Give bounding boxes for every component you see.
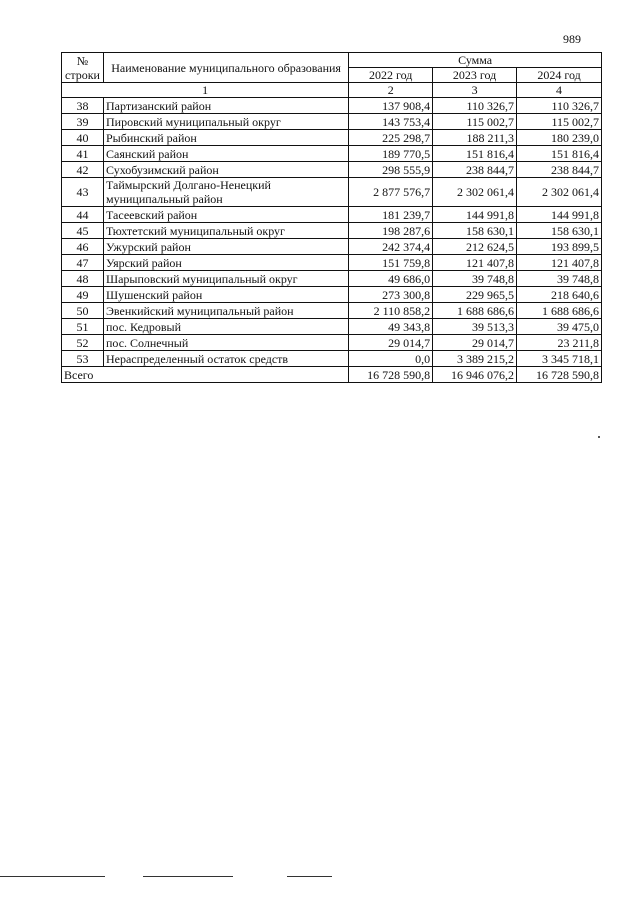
row-2024-cell: 121 407,8 [517, 255, 602, 271]
row-name-cell: Пировский муниципальный округ [103, 114, 348, 130]
header-index-4: 4 [517, 83, 602, 98]
row-name-cell: Шушенский район [103, 287, 348, 303]
row-number-cell: 50 [62, 303, 104, 319]
row-2022-cell: 242 374,4 [349, 239, 433, 255]
table-row [62, 114, 602, 130]
header-index-1: 1 [62, 83, 349, 98]
table-row [62, 287, 602, 303]
row-2023-cell: 29 014,7 [433, 335, 517, 351]
row-2023-cell: 238 844,7 [433, 162, 517, 178]
table-row [62, 223, 602, 239]
row-2023-cell: 229 965,5 [433, 287, 517, 303]
row-2023-cell: 121 407,8 [433, 255, 517, 271]
row-number-cell: 52 [62, 335, 104, 351]
page-number: 989 [563, 32, 581, 46]
total-label: Всего [62, 367, 349, 383]
header-year-2024: 2024 год [517, 68, 602, 83]
row-2022-cell: 2 110 858,2 [349, 303, 433, 319]
row-number-cell: 53 [62, 351, 104, 367]
row-2024-cell: 158 630,1 [517, 223, 602, 239]
row-2022-cell: 151 759,8 [349, 255, 433, 271]
row-2023-cell: 212 624,5 [433, 239, 517, 255]
row-2023-cell: 158 630,1 [433, 223, 517, 239]
row-name-cell: Сухобузимский район [103, 162, 348, 178]
row-number-cell: 40 [62, 130, 104, 146]
header-row-top [62, 53, 602, 68]
row-2024-cell: 1 688 686,6 [517, 303, 602, 319]
table-row [62, 303, 602, 319]
header-index-3: 3 [433, 83, 517, 98]
header-name: Наименование муниципального образования [103, 53, 348, 83]
row-number-cell: 47 [62, 255, 104, 271]
table-row [62, 255, 602, 271]
row-2022-cell: 143 753,4 [349, 114, 433, 130]
row-2024-cell: 144 991,8 [517, 207, 602, 223]
footer-rule-segment [0, 876, 105, 877]
row-2022-cell: 198 287,6 [349, 223, 433, 239]
total-2024: 16 728 590,8 [517, 367, 602, 383]
budget-table [61, 52, 602, 383]
row-number-cell: 42 [62, 162, 104, 178]
row-name-cell: Эвенкийский муниципальный район [103, 303, 348, 319]
row-number-cell: 44 [62, 207, 104, 223]
row-number-cell: 49 [62, 287, 104, 303]
table-body [62, 98, 602, 367]
header-year-2022: 2022 год [349, 68, 433, 83]
row-2023-cell: 144 991,8 [433, 207, 517, 223]
row-name-cell: Ужурский район [103, 239, 348, 255]
row-2022-cell: 0,0 [349, 351, 433, 367]
row-name-cell: Уярский район [103, 255, 348, 271]
footer-rule-segment [143, 876, 233, 877]
header-sum: Сумма [349, 53, 602, 68]
row-name-cell: пос. Солнечный [103, 335, 348, 351]
row-number-cell: 51 [62, 319, 104, 335]
row-2022-cell: 29 014,7 [349, 335, 433, 351]
row-number-cell: 41 [62, 146, 104, 162]
row-2024-cell: 115 002,7 [517, 114, 602, 130]
row-number-cell: 46 [62, 239, 104, 255]
row-number-cell: 43 [62, 178, 104, 207]
table-row [62, 98, 602, 114]
row-2024-cell: 39 475,0 [517, 319, 602, 335]
row-2023-cell: 3 389 215,2 [433, 351, 517, 367]
row-name-cell: пос. Кедровый [103, 319, 348, 335]
row-number-cell: 38 [62, 98, 104, 114]
row-number-cell: 48 [62, 271, 104, 287]
row-2024-cell: 238 844,7 [517, 162, 602, 178]
table-row [62, 207, 602, 223]
row-2023-cell: 39 513,3 [433, 319, 517, 335]
row-name-cell: Саянский район [103, 146, 348, 162]
row-name-cell: Рыбинский район [103, 130, 348, 146]
row-2023-cell: 110 326,7 [433, 98, 517, 114]
row-2024-cell: 193 899,5 [517, 239, 602, 255]
row-2024-cell: 218 640,6 [517, 287, 602, 303]
header-year-2023: 2023 год [433, 68, 517, 83]
table-row [62, 146, 602, 162]
total-2022: 16 728 590,8 [349, 367, 433, 383]
row-2022-cell: 49 343,8 [349, 319, 433, 335]
row-name-cell: Шарыповский муниципальный округ [103, 271, 348, 287]
header-row-number: № строки [62, 53, 104, 83]
row-number-cell: 39 [62, 114, 104, 130]
table-row [62, 351, 602, 367]
footer-rule-segment [287, 876, 332, 877]
table-row [62, 130, 602, 146]
row-2022-cell: 2 877 576,7 [349, 178, 433, 207]
row-name-cell: Тюхтетский муниципальный округ [103, 223, 348, 239]
row-2023-cell: 188 211,3 [433, 130, 517, 146]
row-2023-cell: 39 748,8 [433, 271, 517, 287]
table-row [62, 239, 602, 255]
row-2023-cell: 151 816,4 [433, 146, 517, 162]
row-number-cell: 45 [62, 223, 104, 239]
row-2024-cell: 3 345 718,1 [517, 351, 602, 367]
row-2024-cell: 110 326,7 [517, 98, 602, 114]
row-2022-cell: 137 908,4 [349, 98, 433, 114]
table-row [62, 335, 602, 351]
row-2022-cell: 225 298,7 [349, 130, 433, 146]
table-row [62, 162, 602, 178]
row-name-cell: Нераспределенный остаток средств [103, 351, 348, 367]
total-row [62, 367, 602, 383]
row-2024-cell: 151 816,4 [517, 146, 602, 162]
row-2024-cell: 39 748,8 [517, 271, 602, 287]
table-row [62, 178, 602, 207]
scan-speck [598, 436, 600, 438]
header-row-index [62, 83, 602, 98]
row-2022-cell: 298 555,9 [349, 162, 433, 178]
table-row [62, 319, 602, 335]
footer-rule [0, 872, 635, 882]
row-2022-cell: 189 770,5 [349, 146, 433, 162]
row-2023-cell: 1 688 686,6 [433, 303, 517, 319]
row-2022-cell: 49 686,0 [349, 271, 433, 287]
row-2022-cell: 181 239,7 [349, 207, 433, 223]
row-2022-cell: 273 300,8 [349, 287, 433, 303]
row-name-cell: Тасеевский район [103, 207, 348, 223]
header-index-2: 2 [349, 83, 433, 98]
row-2023-cell: 115 002,7 [433, 114, 517, 130]
table-row [62, 271, 602, 287]
total-2023: 16 946 076,2 [433, 367, 517, 383]
row-2023-cell: 2 302 061,4 [433, 178, 517, 207]
row-2024-cell: 23 211,8 [517, 335, 602, 351]
row-name-cell: Таймырский Долгано-Ненецкий муниципальный район [103, 178, 348, 207]
row-2024-cell: 180 239,0 [517, 130, 602, 146]
row-name-cell: Партизанский район [103, 98, 348, 114]
row-2024-cell: 2 302 061,4 [517, 178, 602, 207]
